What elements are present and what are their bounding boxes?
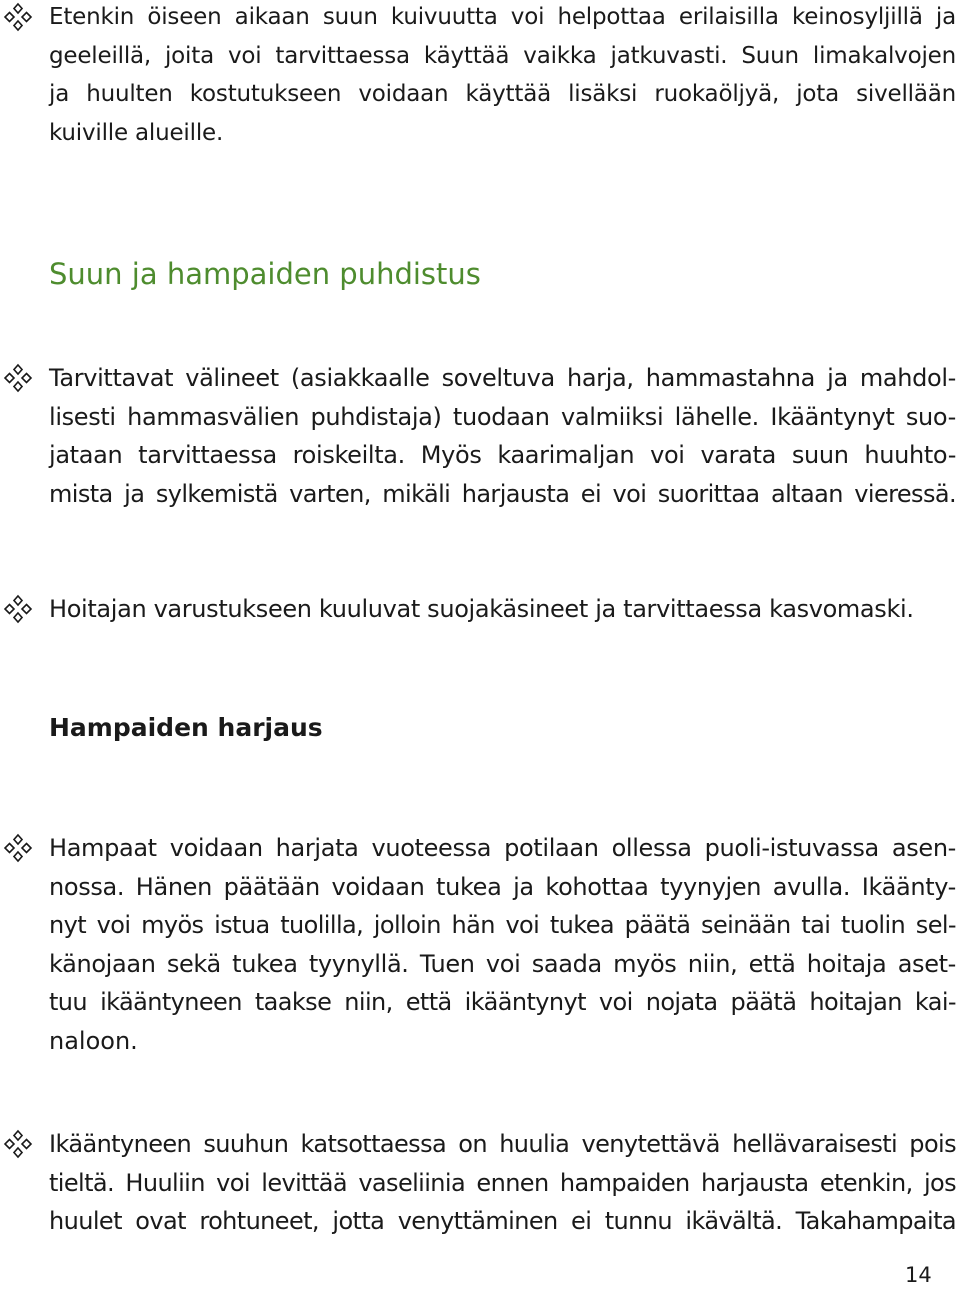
four-diamond-bullet-icon: [2, 593, 34, 625]
text-line: geeleillä, joita voi tarvittaessa käyttää vaikka jatkuvasti. Suun limakalvojen: [49, 42, 956, 69]
text-line: Ikääntyneen suuhun katsottaessa on huulia venytettävä hellävaraisesti pois: [49, 1130, 956, 1158]
four-diamond-bullet-icon: [2, 1128, 34, 1160]
text-line: naloon.: [49, 1026, 138, 1055]
text-line: lisesti hammasvälien puhdistaja) tuodaan valmiiksi lähelle. Ikääntynyt suo-: [49, 402, 956, 431]
text-line: Hampaat voidaan harjata vuoteessa potilaan ollessa puoli-istuvassa asen-: [49, 834, 956, 862]
text-line: Hoitajan varustukseen kuuluvat suojakäsineet ja tarvittaessa kasvomaski.: [49, 595, 914, 623]
text-line: jataan tarvittaessa roiskeilta. Myös kaarimaljan voi varata suun huuhto-: [49, 441, 956, 469]
text-line: känojaan sekä tukea tyynyllä. Tuen voi saada myös niin, että hoitaja aset-: [49, 949, 956, 978]
text-line: tuu ikääntyneen taakse niin, että ikääntynyt voi nojata päätä hoitajan kai-: [49, 988, 956, 1016]
text-line: nyt voi myös istua tuolilla, jolloin hän voi tukea päätä seinään tai tuolin sel-: [49, 911, 956, 939]
text-line: huulet ovat rohtuneet, jotta venyttäminen ei tunnu ikävältä. Takahampaita: [49, 1207, 956, 1235]
text-line: Tarvittavat välineet (asiakkaalle soveltuva harja, hammastahna ja mahdol-: [49, 364, 956, 392]
text-line: nossa. Hänen päätään voidaan tukea ja kohottaa tyynyjen avulla. Ikäänty-: [49, 872, 956, 901]
text-line: Etenkin öiseen aikaan suun kuivuutta voi helpottaa erilaisilla keinosyljillä ja: [49, 4, 956, 30]
text-line: ja huulten kostutukseen voidaan käyttää lisäksi ruokaöljyä, jota sivellään: [49, 81, 956, 107]
section-heading: Suun ja hampaiden puhdistus: [49, 257, 481, 291]
page-number: 14: [905, 1263, 932, 1287]
bullet-text: [49, 359, 956, 513]
four-diamond-bullet-icon: [2, 832, 34, 864]
bullet-text: [49, 590, 956, 629]
text-line: tieltä. Huuliin voi levittää vaseliinia ennen hampaiden harjausta etenkin, jos: [49, 1168, 956, 1197]
four-diamond-bullet-icon: [2, 362, 34, 394]
four-diamond-bullet-icon: [2, 1, 34, 33]
sub-heading: Hampaiden harjaus: [49, 713, 323, 742]
text-line: kuiville alueille.: [49, 119, 224, 146]
text-line: mista ja sylkemistä varten, mikäli harjausta ei voi suorittaa altaan vieressä.: [49, 479, 956, 508]
bullet-text: [49, 1125, 956, 1241]
bullet-text: [49, 829, 956, 1060]
bullet-text: [49, 0, 956, 152]
